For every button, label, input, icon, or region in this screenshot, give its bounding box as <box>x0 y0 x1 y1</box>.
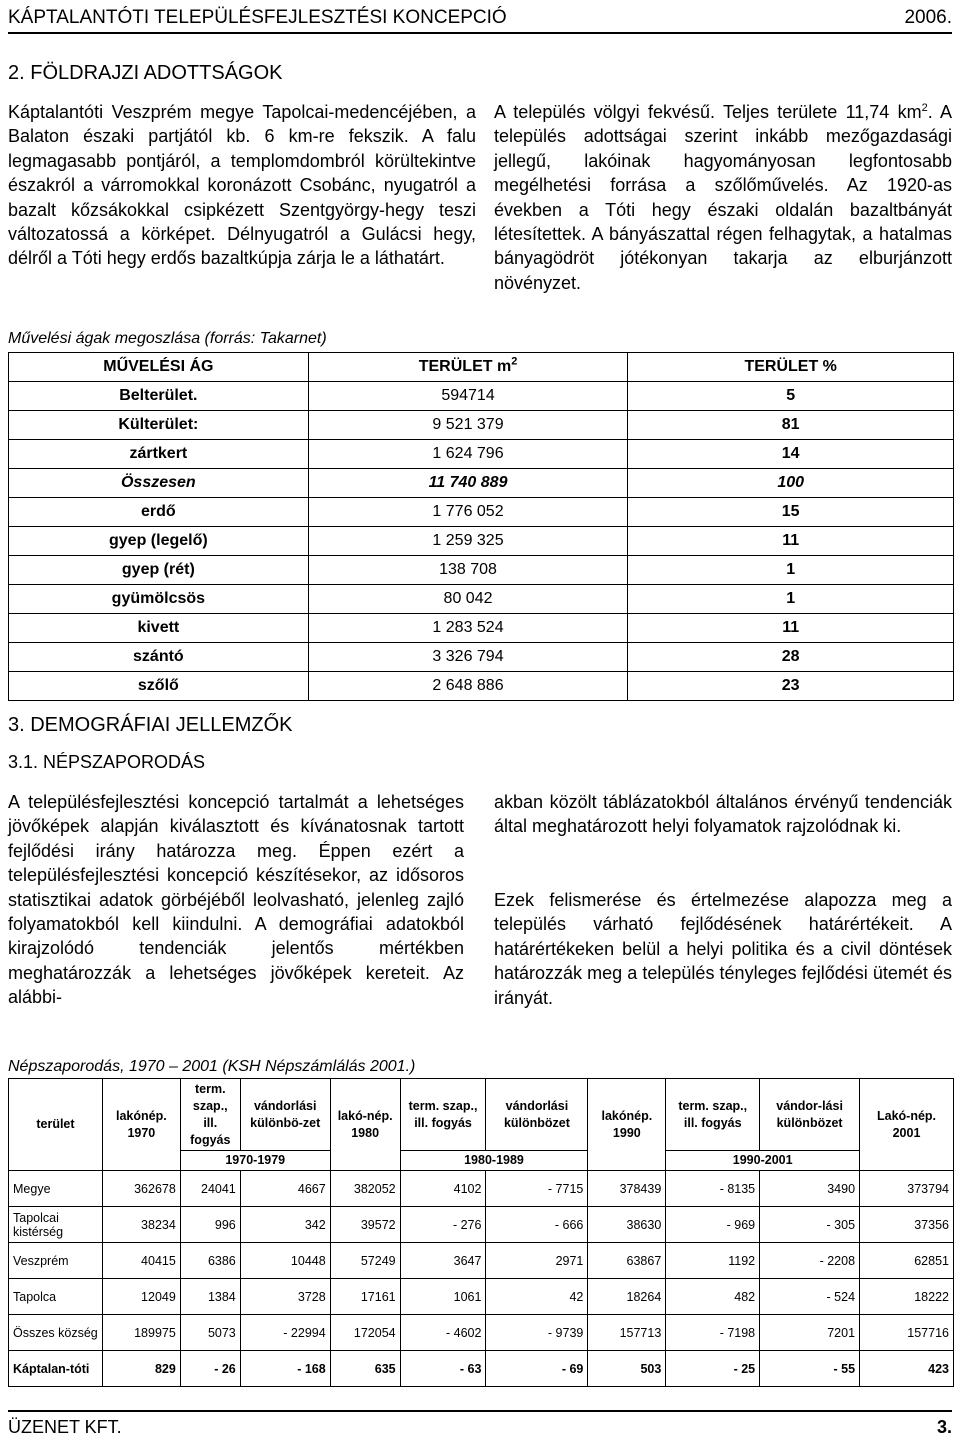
footer-company: ÜZENET KFT. <box>8 1416 122 1437</box>
header-cell: TERÜLET % <box>628 353 954 382</box>
population-cell: 423 <box>860 1351 954 1387</box>
population-cell: 42 <box>486 1279 588 1315</box>
population-cell: 18264 <box>588 1279 666 1315</box>
land-use-cell: 9 521 379 <box>308 411 628 440</box>
page-number: 3. <box>936 1416 952 1437</box>
period-cell: 1990-2001 <box>666 1151 860 1171</box>
page-footer <box>8 1410 952 1442</box>
population-cell: - 7715 <box>486 1171 588 1207</box>
population-header-cell: Lakó-nép. 2001 <box>860 1079 954 1171</box>
population-cell: Veszprém <box>9 1243 103 1279</box>
land-use-cell: 5 <box>628 382 954 411</box>
land-use-cell: szőlő <box>9 672 309 701</box>
population-header-cell: term. szap., ill. fogyás <box>400 1079 486 1151</box>
land-use-row <box>9 643 954 672</box>
land-use-row <box>9 440 954 469</box>
land-use-cell: 15 <box>628 498 954 527</box>
population-cell: 37356 <box>860 1207 954 1243</box>
land-use-cell: gyümölcsös <box>9 585 309 614</box>
land-use-cell: 3 326 794 <box>308 643 628 672</box>
population-cell: - 55 <box>760 1351 860 1387</box>
population-cell: 3647 <box>400 1243 486 1279</box>
population-header-cell: terület <box>9 1079 103 1171</box>
population-cell: 1192 <box>666 1243 760 1279</box>
land-use-row <box>9 411 954 440</box>
land-use-cell: 1 624 796 <box>308 440 628 469</box>
population-header-cell: vándor-lási különbözet <box>760 1079 860 1151</box>
land-use-cell: Belterület. <box>9 382 309 411</box>
population-cell: - 2208 <box>760 1243 860 1279</box>
population-cell: 40415 <box>102 1243 180 1279</box>
land-use-cell: zártkert <box>9 440 309 469</box>
land-use-cell: gyep (legelő) <box>9 527 309 556</box>
population-cell: 172054 <box>330 1315 400 1351</box>
land-use-cell: 11 740 889 <box>308 469 628 498</box>
land-use-cell: 11 <box>628 614 954 643</box>
population-cell: - 969 <box>666 1207 760 1243</box>
population-cell: 342 <box>240 1207 330 1243</box>
land-use-cell: gyep (rét) <box>9 556 309 585</box>
section-3-1-subheading: 3.1. NÉPSZAPORODÁS <box>8 752 206 772</box>
population-cell: 157713 <box>588 1315 666 1351</box>
population-cell: - 22994 <box>240 1315 330 1351</box>
land-use-row <box>9 672 954 701</box>
population-cell: - 305 <box>760 1207 860 1243</box>
population-header-row <box>9 1079 954 1151</box>
population-cell: 1061 <box>400 1279 486 1315</box>
section-2-heading: 2. FÖLDRAJZI ADOTTSÁGOK <box>8 62 283 84</box>
population-cell: 503 <box>588 1351 666 1387</box>
population-cell: 24041 <box>180 1171 240 1207</box>
population-cell: - 25 <box>666 1351 760 1387</box>
period-cell: 1980-1989 <box>400 1151 588 1171</box>
population-cell: 4667 <box>240 1171 330 1207</box>
population-header-cell: lakónép. 1970 <box>102 1079 180 1171</box>
population-cell: - 63 <box>400 1351 486 1387</box>
population-cell: 829 <box>102 1351 180 1387</box>
population-row <box>9 1207 954 1243</box>
population-cell: - 69 <box>486 1351 588 1387</box>
land-use-cell: 80 042 <box>308 585 628 614</box>
population-cell: 39572 <box>330 1207 400 1243</box>
document-year: 2006. <box>904 7 952 28</box>
population-cell: 38234 <box>102 1207 180 1243</box>
population-cell: Megye <box>9 1171 103 1207</box>
population-cell: 382052 <box>330 1171 400 1207</box>
population-cell: 482 <box>666 1279 760 1315</box>
document-title: KÁPTALANTÓTI TELEPÜLÉSFEJLESZTÉSI KONCEPCIÓ <box>8 7 507 28</box>
land-use-cell: 138 708 <box>308 556 628 585</box>
population-cell: 996 <box>180 1207 240 1243</box>
population-cell: - 26 <box>180 1351 240 1387</box>
population-cell: 3728 <box>240 1279 330 1315</box>
section-3-left-paragraph: A településfejlesztési koncepció tartalmát a lehetséges jövőképek alapján kiválasztott és kívánatosnak tartott fejlődési irány határozza meg. Éppen ezért a településfejlesztési koncepció készítésekor, az idősoros statisztikai adatok görbéjéből leolvasható, jelenleg zajló folyamatokból kell kiindulni. A demográfiai adatokból kirajzolódó tendenciák jelentős mértékben meghatározzák a lehetséges jövőképek kereteit. Az alábbi- <box>8 792 464 1008</box>
population-header-cell: term. szap., ill. fogyás <box>666 1079 760 1151</box>
page-header <box>8 4 952 34</box>
population-cell: 62851 <box>860 1243 954 1279</box>
population-cell: 4102 <box>400 1171 486 1207</box>
population-cell: 57249 <box>330 1243 400 1279</box>
population-row <box>9 1243 954 1279</box>
population-cell: 7201 <box>760 1315 860 1351</box>
population-cell: 189975 <box>102 1315 180 1351</box>
population-cell: 157716 <box>860 1315 954 1351</box>
population-cell: 10448 <box>240 1243 330 1279</box>
population-cell: 12049 <box>102 1279 180 1315</box>
population-cell: 38630 <box>588 1207 666 1243</box>
population-row <box>9 1171 954 1207</box>
population-header-cell: lakó-nép. 1980 <box>330 1079 400 1171</box>
population-cell: 63867 <box>588 1243 666 1279</box>
land-use-header-row <box>9 353 954 382</box>
land-use-cell: 1 <box>628 585 954 614</box>
land-use-row <box>9 556 954 585</box>
land-use-cell: 2 648 886 <box>308 672 628 701</box>
land-use-cell: Külterület: <box>9 411 309 440</box>
population-row <box>9 1351 954 1387</box>
section-3-right-paragraph-1: akban közölt táblázatokból általános érvényű tendenciák által meghatározott helyi folyamatok rajzolódnak ki. <box>494 792 952 837</box>
population-cell: - 8135 <box>666 1171 760 1207</box>
header-cell: MŰVELÉSI ÁG <box>9 353 309 382</box>
land-use-cell: Összesen <box>9 469 309 498</box>
population-cell: - 524 <box>760 1279 860 1315</box>
population-cell: 5073 <box>180 1315 240 1351</box>
population-cell: - 7198 <box>666 1315 760 1351</box>
land-use-cell: 11 <box>628 527 954 556</box>
population-table-caption: Népszaporodás, 1970 – 2001 (KSH Népszámlálás 2001.) <box>8 1058 416 1075</box>
population-header-cell: lakónép. 1990 <box>588 1079 666 1171</box>
land-use-cell: 1 283 524 <box>308 614 628 643</box>
section-3-heading: 3. DEMOGRÁFIAI JELLEMZŐK <box>8 714 293 736</box>
population-cell: 635 <box>330 1351 400 1387</box>
header-cell: TERÜLET $m^2$ <box>308 353 628 382</box>
population-cell: 3490 <box>760 1171 860 1207</box>
land-use-row <box>9 382 954 411</box>
population-cell: 362678 <box>102 1171 180 1207</box>
land-use-cell: 1 259 325 <box>308 527 628 556</box>
section-3-right-paragraph-2: Ezek felismerése és értelmezése alapozza meg a település várható fejlődésének határértékeit. A határértékeken belül a helyi politika és a civil döntések határozzák meg a település tényleges fejlődési ütemét és irányát. <box>494 890 952 1008</box>
population-cell: 378439 <box>588 1171 666 1207</box>
land-use-cell: kivett <box>9 614 309 643</box>
population-cell: 373794 <box>860 1171 954 1207</box>
population-cell: 18222 <box>860 1279 954 1315</box>
section-2-left-paragraph: Káptalantóti Veszprém megye Tapolcai-medencéjében, a Balaton északi partjától kb. 6 km-re fekszik. A falu legmagasabb pontjáról, a templomdombról körültekintve északról a várromokkal koronázott Csobánc, nyugatról a bazalt kőzsákokkal csipkézett Szentgyörgy-hegy teszi változatossá a körképet. Délnyugatról a Gulácsi hegy, délről a Tóti hegy erdős bazaltkúpja zárja le a láthatárt. <box>8 102 476 269</box>
land-use-row <box>9 614 954 643</box>
land-use-cell: 14 <box>628 440 954 469</box>
population-cell: Összes község <box>9 1315 103 1351</box>
population-row <box>9 1279 954 1315</box>
population-cell: Tapolcai kistérség <box>9 1207 103 1243</box>
population-row <box>9 1315 954 1351</box>
period-cell: 1970-1979 <box>180 1151 330 1171</box>
population-cell: - 4602 <box>400 1315 486 1351</box>
population-header-cell: term. szap., ill. fogyás <box>180 1079 240 1151</box>
land-use-cell: 28 <box>628 643 954 672</box>
land-use-row <box>9 585 954 614</box>
population-cell: - 9739 <box>486 1315 588 1351</box>
land-use-row <box>9 469 954 498</box>
population-cell: 6386 <box>180 1243 240 1279</box>
population-cell: Káptalan-tóti <box>9 1351 103 1387</box>
land-use-table <box>8 352 954 701</box>
land-use-cell: szántó <box>9 643 309 672</box>
population-cell: - 168 <box>240 1351 330 1387</box>
population-table <box>8 1078 954 1387</box>
land-use-cell: 1 776 052 <box>308 498 628 527</box>
population-cell: Tapolca <box>9 1279 103 1315</box>
population-header-cell: vándorlási különbö-zet <box>240 1079 330 1151</box>
land-use-cell: erdő <box>9 498 309 527</box>
land-use-row <box>9 498 954 527</box>
population-header-cell: vándorlási különbözet <box>486 1079 588 1151</box>
population-cell: - 666 <box>486 1207 588 1243</box>
population-cell: 2971 <box>486 1243 588 1279</box>
population-cell: - 276 <box>400 1207 486 1243</box>
land-use-cell: 594714 <box>308 382 628 411</box>
population-cell: 17161 <box>330 1279 400 1315</box>
land-use-cell: 23 <box>628 672 954 701</box>
population-cell: 1384 <box>180 1279 240 1315</box>
section-2-right-paragraph: A település völgyi fekvésű. Teljes területe 11,74 $km^2$. A település adottságai szerint inkább mezőgazdasági jellegű, lakóinak hagyományosan legfontosabb megélhetési forrása a szőlőművelés. Az 1920-as években a Tóti hegy északi oldalán bazaltbányát létesítettek. A bányászattal régen felhagytak, a hatalmas bányagödröt jótékonyan takarja az elburjánzott növényzet. <box>494 102 953 293</box>
land-use-cell: 100 <box>628 469 954 498</box>
land-use-row <box>9 527 954 556</box>
land-use-cell: 1 <box>628 556 954 585</box>
land-use-cell: 81 <box>628 411 954 440</box>
land-use-table-caption: Művelési ágak megoszlása (forrás: Takarnet) <box>8 330 327 347</box>
